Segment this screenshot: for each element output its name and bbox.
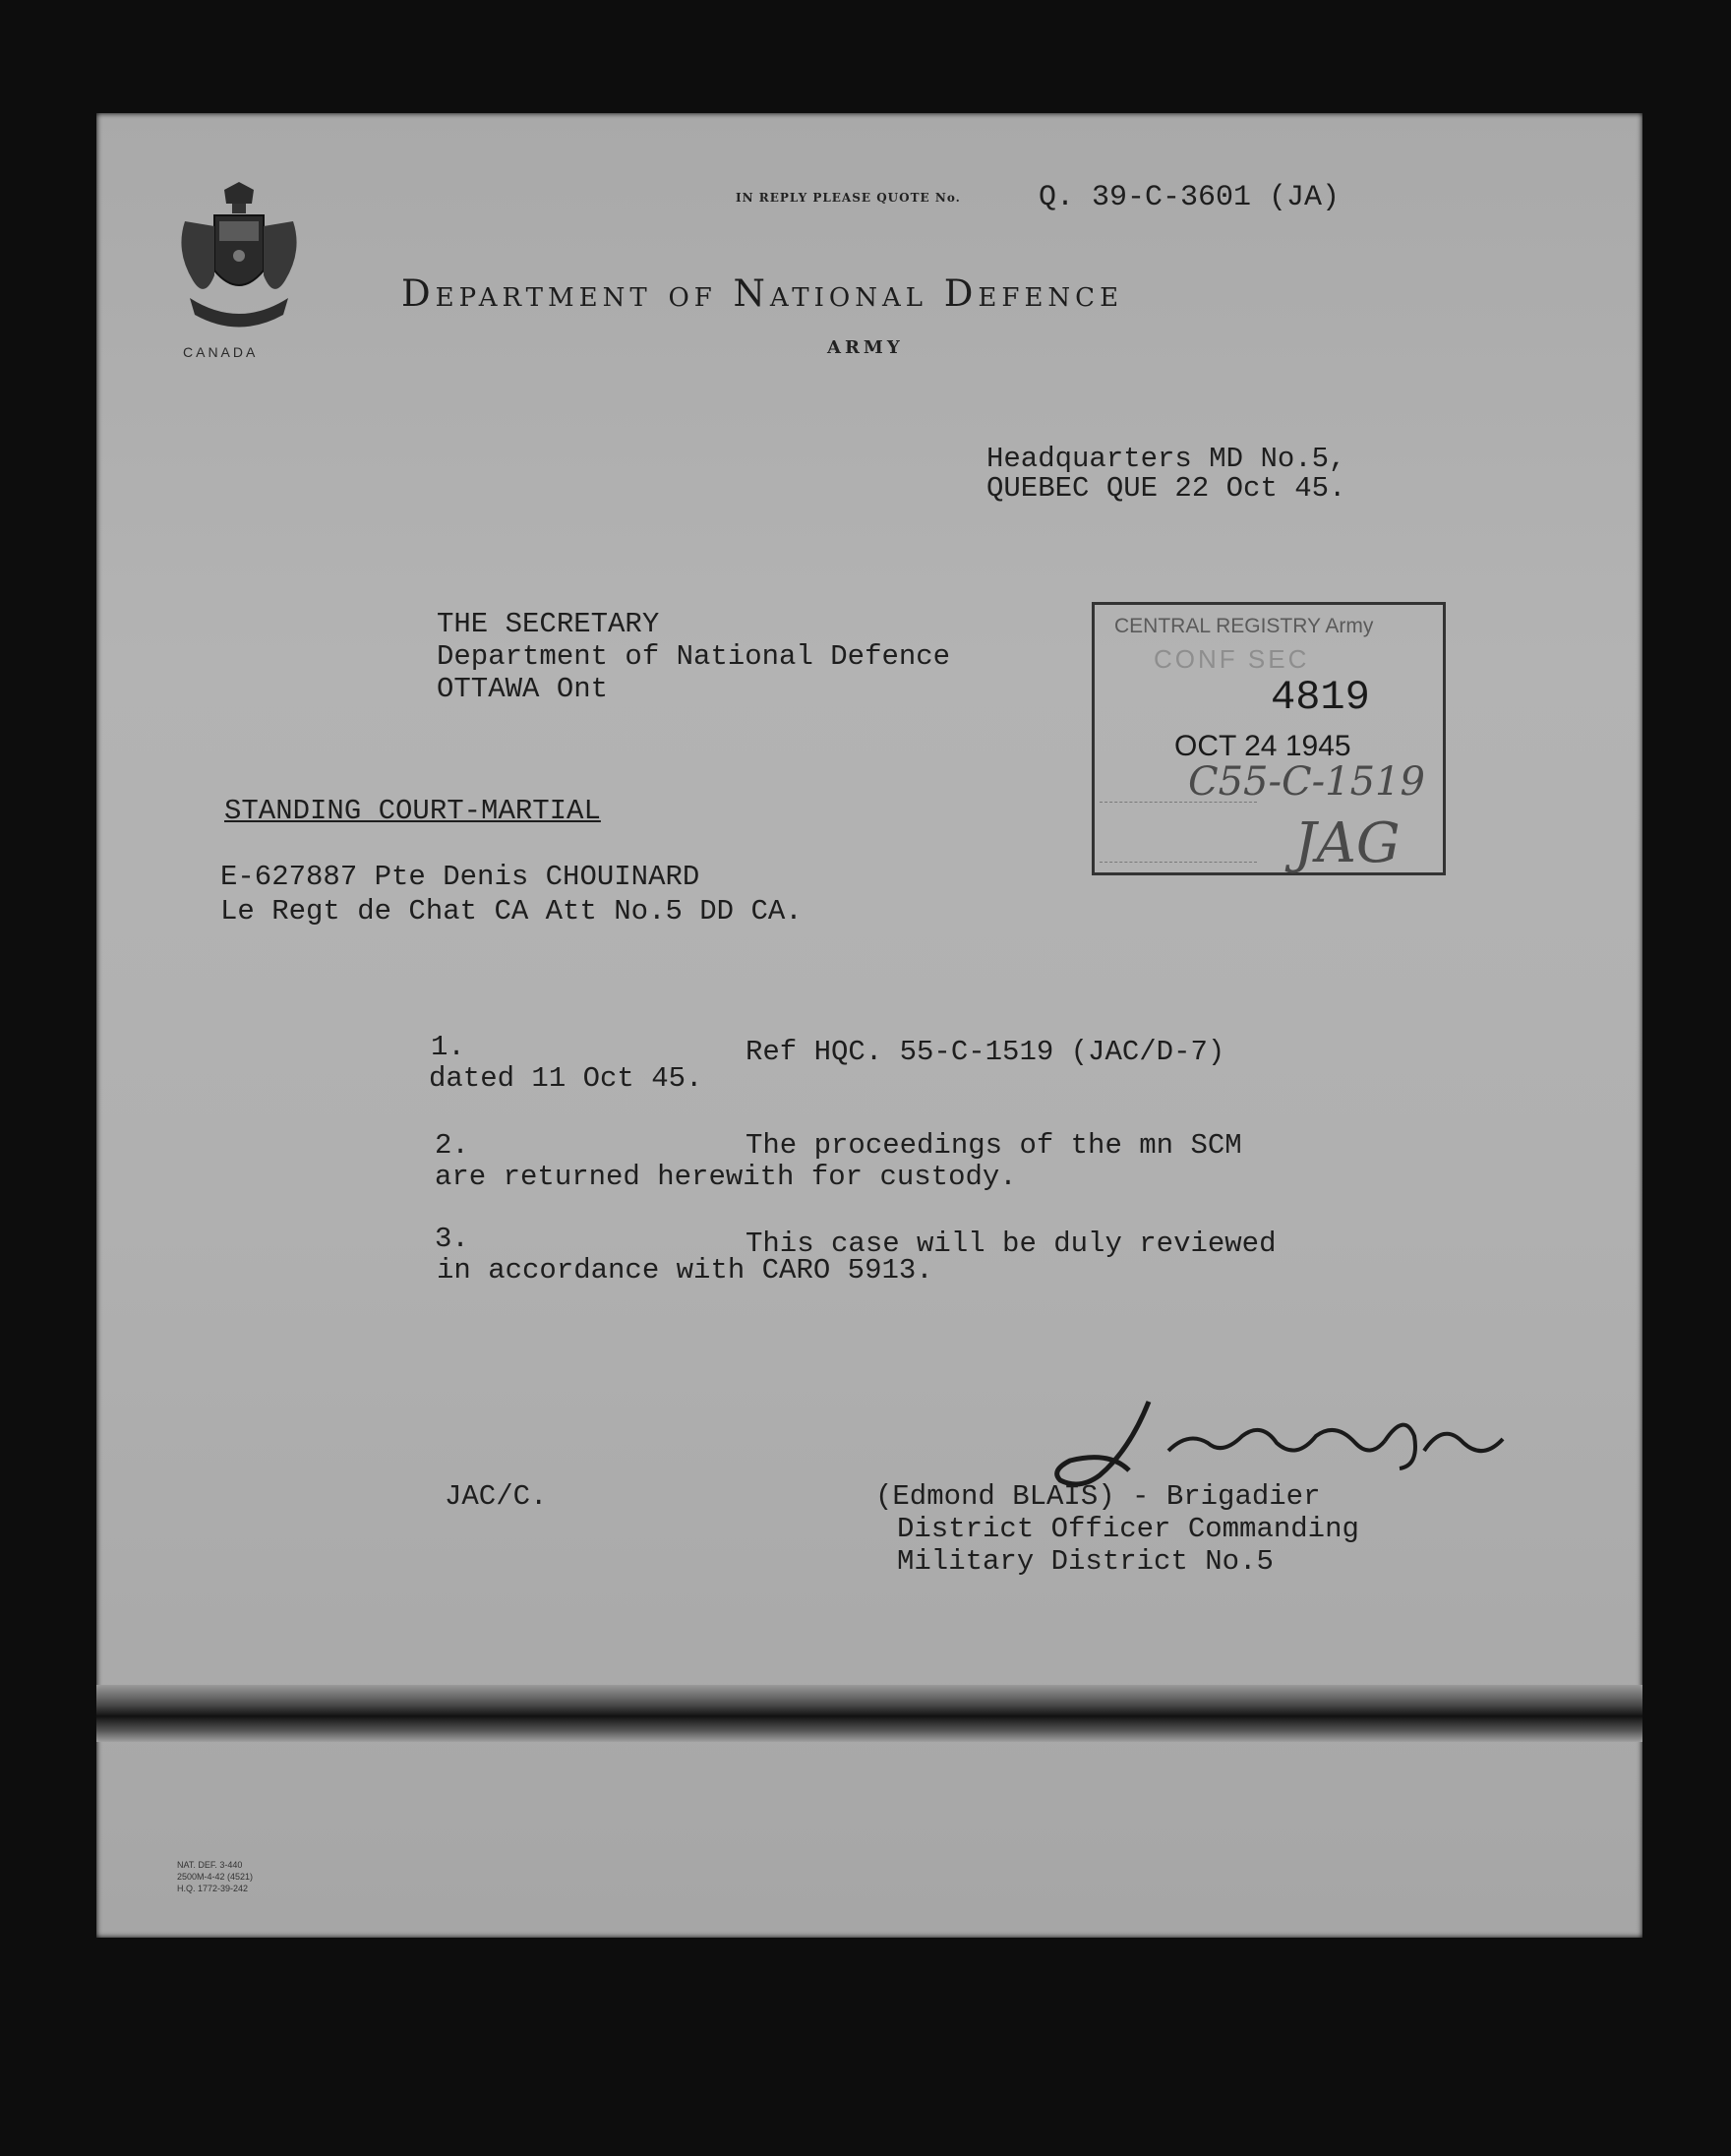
page-fold-shadow — [96, 1685, 1642, 1742]
stamp-registry: CENTRAL REGISTRY Army — [1114, 615, 1374, 637]
stamp-date: OCT 24 1945 — [1174, 730, 1351, 762]
paragraph-2-text-cont: are returned herewith for custody. — [435, 1161, 1017, 1193]
paragraph-3-text: This case will be duly reviewed — [746, 1228, 1277, 1260]
stamp-file-ref: C55-C-1519 — [1188, 759, 1425, 805]
subject-line1: E-627887 Pte Denis CHOUINARD — [220, 861, 700, 893]
sender-address-line2: QUEBEC QUE 22 Oct 45. — [986, 472, 1346, 505]
paragraph-2-number: 2. — [435, 1129, 469, 1162]
paragraph-3-number: 3. — [435, 1223, 469, 1255]
printer-line3: H.Q. 1772-39-242 — [177, 1884, 249, 1893]
stamp-initials: JAG — [1294, 811, 1401, 875]
paragraph-1-text: Ref HQC. 55-C-1519 (JAC/D-7) — [746, 1036, 1225, 1068]
paragraph-1-number: 1. — [431, 1031, 465, 1063]
coat-of-arms-icon — [175, 182, 303, 339]
reference-initials: JAC/C. — [445, 1480, 548, 1513]
quote-label: IN REPLY PLEASE QUOTE No. — [736, 191, 961, 205]
subject-title: STANDING COURT-MARTIAL — [224, 795, 601, 827]
printer-mark — [177, 1859, 253, 1894]
recipient-line3: OTTAWA Ont — [437, 673, 609, 705]
signature-title: District Officer Commanding — [897, 1513, 1359, 1545]
signature-name: (Edmond BLAIS) - Brigadier — [875, 1480, 1321, 1513]
stamp-number: 4819 — [1271, 674, 1370, 721]
paragraph-1-text-cont: dated 11 Oct 45. — [429, 1062, 703, 1095]
department-title: Department of National Defence — [401, 272, 1124, 315]
paragraph-2-text: The proceedings of the mn SCM — [746, 1129, 1242, 1162]
printer-line1: NAT. DEF. 3-440 — [177, 1860, 243, 1870]
recipient-line1: THE SECRETARY — [437, 608, 660, 640]
branch-label: ARMY — [827, 337, 904, 358]
crest-caption: CANADA — [183, 344, 259, 360]
letter-page — [96, 113, 1642, 1938]
printer-line2: 2500M-4-42 (4521) — [177, 1872, 254, 1882]
paragraph-3-text-cont: in accordance with CARO 5913. — [437, 1254, 933, 1287]
subject-line2: Le Regt de Chat CA Att No.5 DD CA. — [220, 895, 803, 928]
signature-district: Military District No.5 — [897, 1545, 1274, 1578]
stamp-lines — [1100, 802, 1257, 863]
stamp-faint-text: CONF SEC — [1154, 644, 1310, 674]
recipient-line2: Department of National Defence — [437, 640, 951, 673]
quote-number: Q. 39-C-3601 (JA) — [1039, 181, 1341, 214]
sender-address-line1: Headquarters MD No.5, — [986, 443, 1346, 475]
